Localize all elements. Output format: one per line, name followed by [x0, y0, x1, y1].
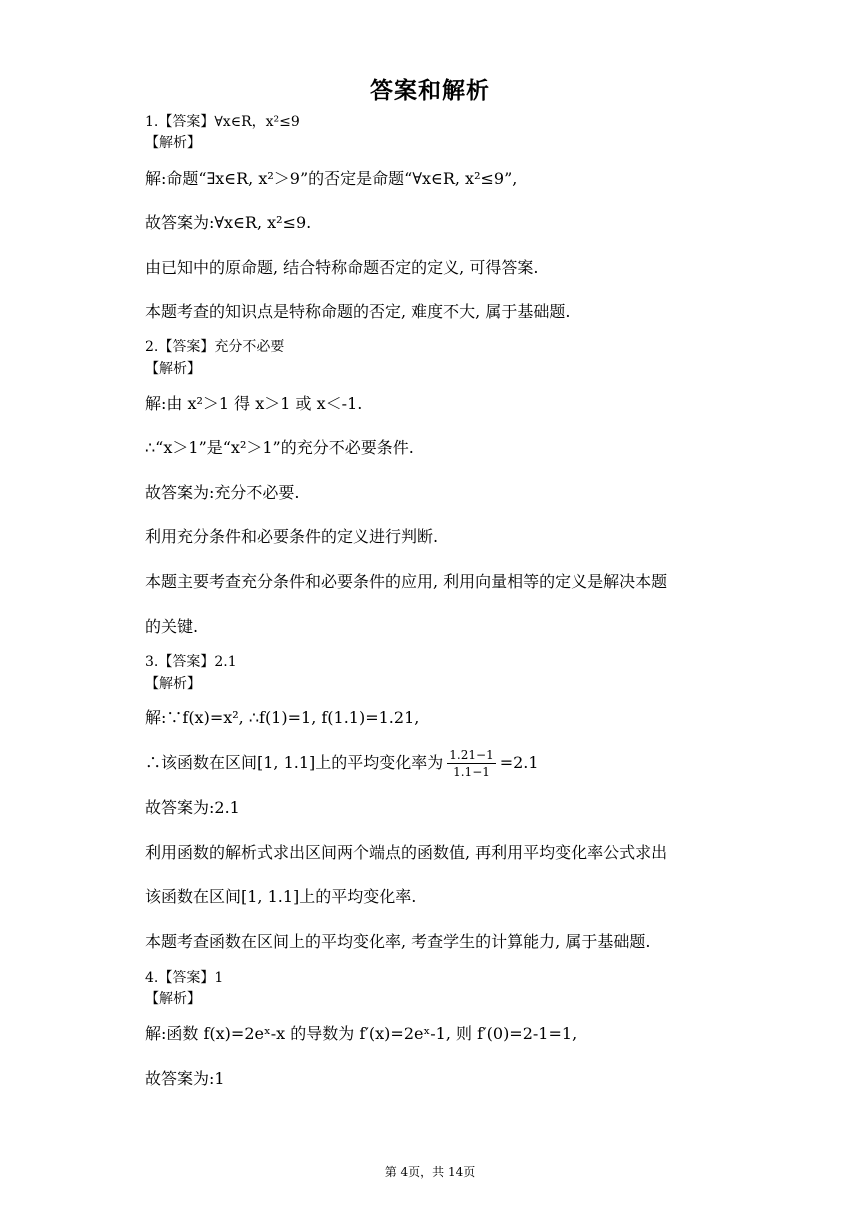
q3-paragraph-2-prefix: ∴该函数在区间[1, 1.1]上的平均变化率为	[145, 753, 444, 772]
q2-analysis-label: 【解析】	[145, 361, 201, 377]
q3-paragraph-2-suffix: =2.1	[499, 753, 539, 772]
average-rate-fraction	[447, 748, 495, 779]
q3-paragraph-6: 本题考查函数在区间上的平均变化率, 考查学生的计算能力, 属于基础题.	[145, 932, 651, 951]
q1-paragraph-1: 解:命题“∃x∈R, x²＞9”的否定是命题“∀x∈R, x²≤9”,	[145, 169, 518, 188]
q2-paragraph-3: 故答案为:充分不必要.	[145, 483, 300, 502]
q3-paragraph-4: 利用函数的解析式求出区间两个端点的函数值, 再利用平均变化率公式求出	[145, 843, 668, 862]
q3-analysis-label: 【解析】	[145, 676, 201, 692]
q1-paragraph-2: 故答案为:∀x∈R, x²≤9.	[145, 213, 312, 232]
q4-answer-line: 4.【答案】1	[145, 970, 224, 986]
q4-analysis-label: 【解析】	[145, 991, 201, 1007]
page-title: 答案和解析	[370, 78, 490, 104]
q3-paragraph-5: 该函数在区间[1, 1.1]上的平均变化率.	[145, 887, 417, 906]
q2-answer-line: 2.【答案】充分不必要	[145, 339, 285, 355]
q2-paragraph-5: 本题主要考查充分条件和必要条件的应用, 利用向量相等的定义是解决本题	[145, 572, 668, 591]
page-footer: 第 4页，共 14页	[384, 1165, 476, 1179]
q1-analysis-label: 【解析】	[145, 135, 201, 151]
q1-paragraph-3: 由已知中的原命题, 结合特称命题否定的定义, 可得答案.	[145, 258, 539, 277]
q3-answer-line: 3.【答案】2.1	[145, 654, 237, 670]
q4-paragraph-2: 故答案为:1	[145, 1069, 225, 1088]
q2-paragraph-1: 解:由 x²＞1 得 x＞1 或 x＜-1.	[145, 394, 363, 413]
q3-paragraph-3: 故答案为:2.1	[145, 798, 240, 817]
q2-paragraph-4: 利用充分条件和必要条件的定义进行判断.	[145, 527, 439, 546]
q4-paragraph-1: 解:函数 f(x)=2eˣ-x 的导数为 f′(x)=2eˣ-1, 则 f′(0)=2-1=1,	[145, 1024, 578, 1043]
fraction-numerator: 1.21−1	[449, 748, 494, 762]
q2-paragraph-6: 的关键.	[145, 617, 199, 636]
q3-paragraph-1: 解:∵f(x)=x², ∴f(1)=1, f(1.1)=1.21,	[145, 708, 420, 727]
q1-answer-line: 1.【答案】∀x∈R，x²≤9	[145, 114, 300, 130]
q3-paragraph-2	[145, 748, 725, 779]
q2-paragraph-2: ∴“x＞1”是“x²＞1”的充分不必要条件.	[145, 438, 414, 457]
fraction-denominator: 1.1−1	[453, 765, 490, 779]
q1-paragraph-4: 本题考查的知识点是特称命题的否定, 难度不大, 属于基础题.	[145, 302, 571, 321]
